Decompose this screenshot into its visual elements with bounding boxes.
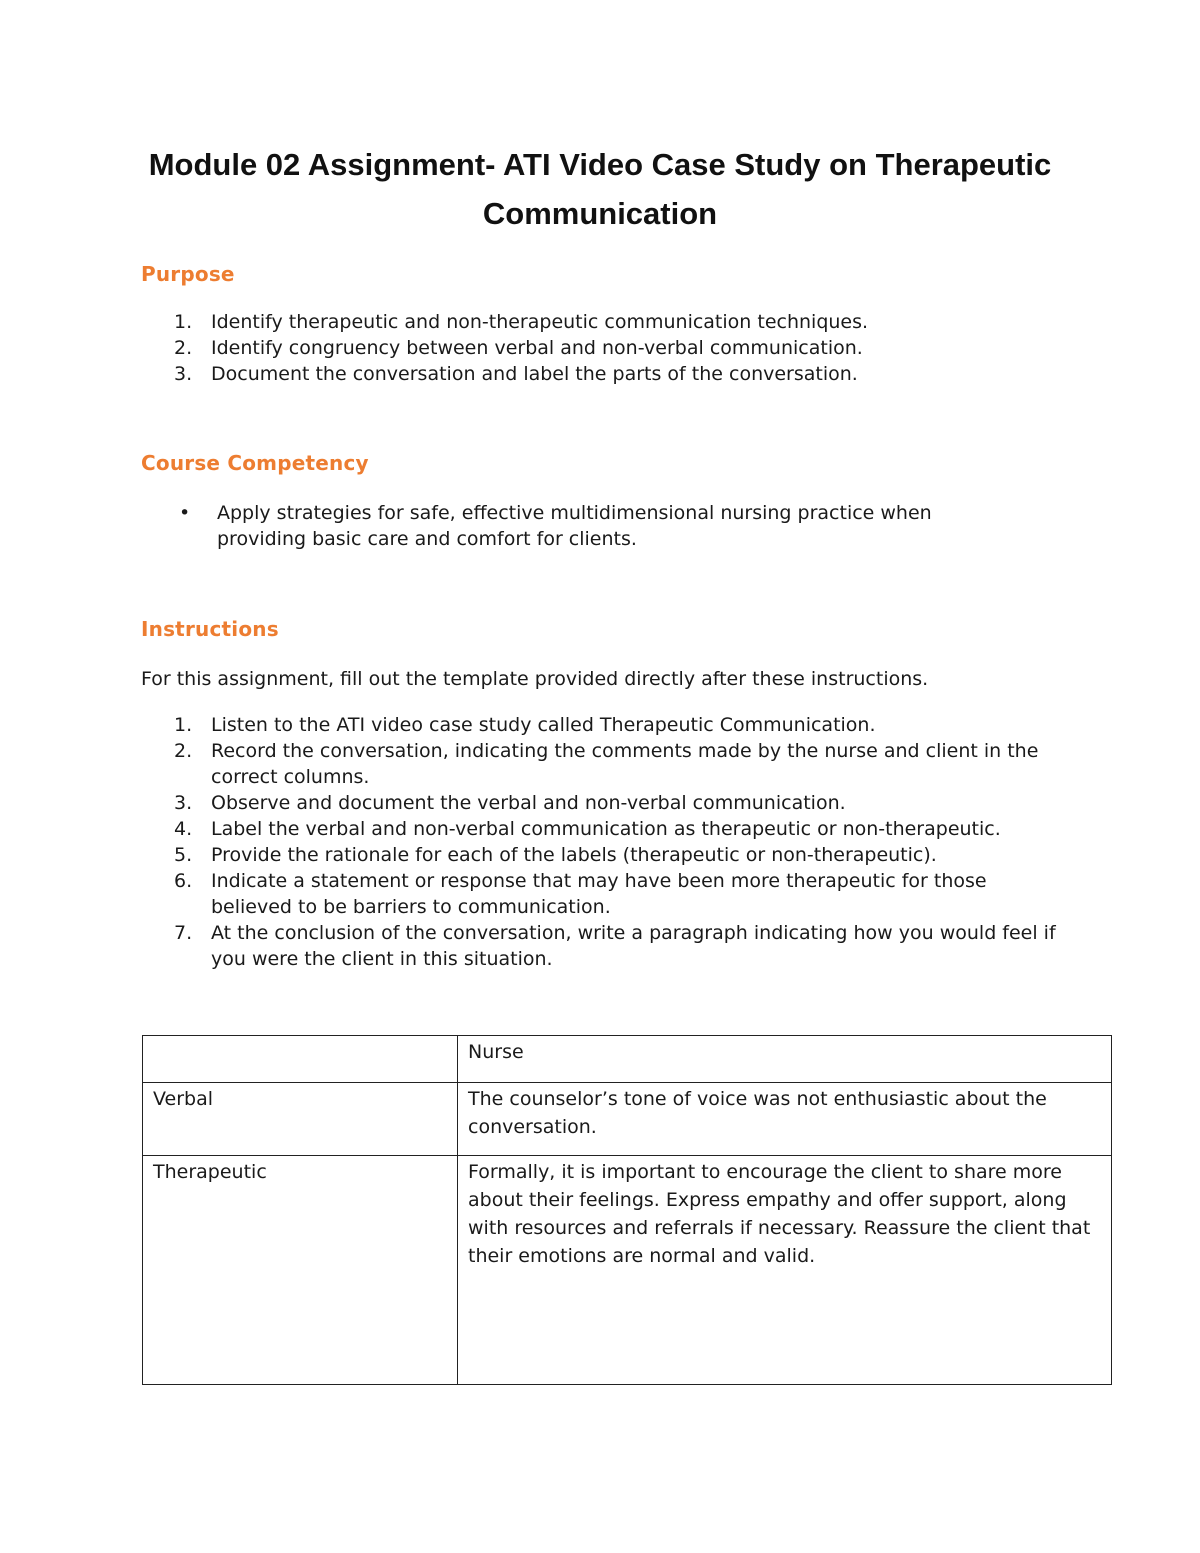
table-row — [143, 1083, 1112, 1156]
list-number: 6. — [174, 870, 193, 892]
competency-heading: Course Competency — [141, 451, 369, 475]
purpose-list — [141, 309, 1061, 387]
list-number: 3. — [174, 363, 193, 385]
list-number: 5. — [174, 844, 193, 866]
list-text: Apply strategies for safe, effective multidimensional nursing practice when providing basic care and comfort for clients. — [217, 502, 932, 550]
instructions-heading: Instructions — [141, 617, 279, 641]
list-item — [141, 309, 1061, 335]
list-text: At the conclusion of the conversation, write a paragraph indicating how you would feel if you were the client in this situation. — [211, 922, 1056, 970]
template-table — [142, 1035, 1112, 1385]
table-cell-value: Formally, it is important to encourage the client to share more about their feelings. Express empathy and offer support, along with resources and referrals if necessary. Reassure the client that their emotions are normal and valid. — [458, 1156, 1112, 1385]
list-number: 2. — [174, 337, 193, 359]
list-item — [141, 335, 1061, 361]
instructions-intro: For this assignment, fill out the template provided directly after these instructions. — [141, 668, 929, 690]
bullet-icon: • — [179, 502, 191, 524]
list-text: Document the conversation and label the parts of the conversation. — [211, 363, 858, 385]
competency-list — [141, 500, 1001, 552]
list-item — [141, 500, 1001, 552]
list-text: Indicate a statement or response that may have been more therapeutic for those believed to be barriers to communication. — [211, 870, 987, 918]
table-row — [143, 1036, 1112, 1083]
table-row — [143, 1156, 1112, 1385]
table-cell-label — [143, 1036, 458, 1083]
list-item — [141, 868, 1061, 920]
table-cell-label: Verbal — [143, 1083, 458, 1156]
list-item — [141, 790, 1061, 816]
list-item — [141, 816, 1061, 842]
table-cell-value: The counselor’s tone of voice was not enthusiastic about the conversation. — [458, 1083, 1112, 1156]
list-item — [141, 842, 1061, 868]
list-number: 3. — [174, 792, 193, 814]
list-number: 1. — [174, 311, 193, 333]
list-number: 7. — [174, 922, 193, 944]
list-item — [141, 738, 1061, 790]
list-item — [141, 712, 1061, 738]
list-item — [141, 920, 1061, 972]
list-text: Label the verbal and non-verbal communication as therapeutic or non-therapeutic. — [211, 818, 1001, 840]
list-text: Observe and document the verbal and non-verbal communication. — [211, 792, 846, 814]
list-number: 2. — [174, 740, 193, 762]
list-text: Listen to the ATI video case study called Therapeutic Communication. — [211, 714, 876, 736]
purpose-heading: Purpose — [141, 262, 235, 286]
instructions-list — [141, 712, 1061, 972]
list-text: Identify congruency between verbal and non-verbal communication. — [211, 337, 863, 359]
list-text: Record the conversation, indicating the comments made by the nurse and client in the correct columns. — [211, 740, 1039, 788]
list-number: 1. — [174, 714, 193, 736]
list-number: 4. — [174, 818, 193, 840]
document-title: Module 02 Assignment- ATI Video Case Study on Therapeutic Communication — [148, 147, 1052, 231]
list-text: Identify therapeutic and non-therapeutic communication techniques. — [211, 311, 869, 333]
list-item — [141, 361, 1061, 387]
table-cell-value: Nurse — [458, 1036, 1112, 1083]
table-cell-label: Therapeutic — [143, 1156, 458, 1385]
list-text: Provide the rationale for each of the labels (therapeutic or non-therapeutic). — [211, 844, 937, 866]
